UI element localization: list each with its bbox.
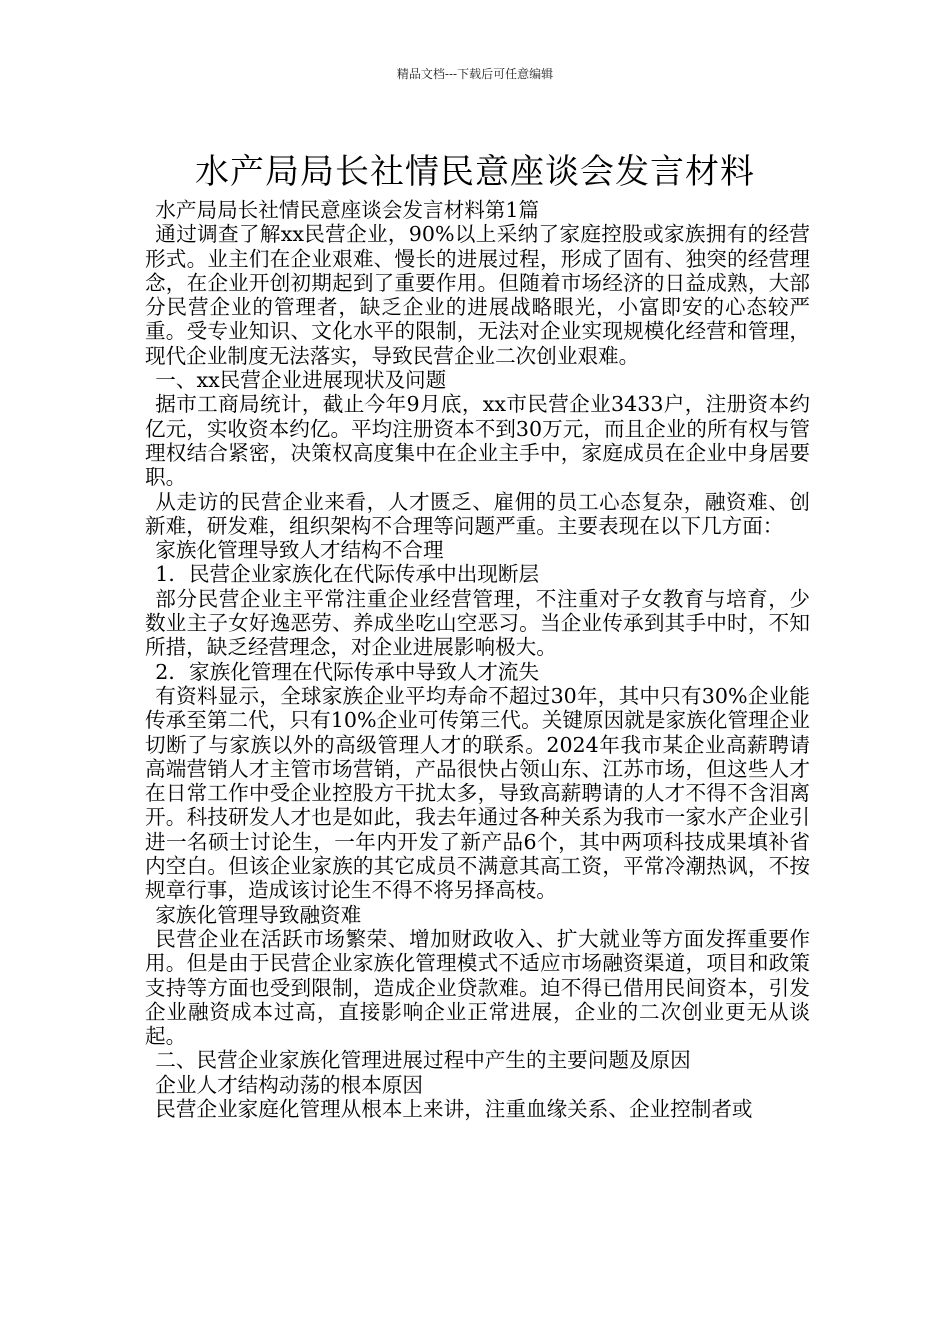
subheading-talent-structure: 家族化管理导致人才结构不合理 — [155, 538, 444, 563]
subheading-financing: 家族化管理导致融资难 — [155, 902, 362, 927]
section-heading-1: 一、xx民营企业进展现状及问题 — [155, 368, 447, 393]
header-note: 精品文档---下载后可任意编辑 — [396, 67, 554, 81]
paragraph-talent-loss: 有资料显示，全球家族企业平均寿命不超过30年，其中只有30%企业能传承至第二代，只有10%企业可传第三代。关键原因就是家族化管理企业切断了与家族以外的高级管理人才的联系。2024年我市某企业高薪聘请高端营销人才主管市场营销，产品很快占领山东、江苏市场，但这些人才在日常工作中受企业控股方干扰太多，导致高薪聘请的人才不得不含泪离开。科技研发人才也是如此，我去年通过各种关系为我市一家水产企业引进一名硕士讨论生，一年内开发了新产品6个，其中两项科技成果填补省内空白。但该企业家族的其它成员不满意其高工资，平常冷潮热讽，不按规章行事，造成该讨论生不得不将另择高枝。 — [145, 683, 810, 903]
paragraph-statistics: 据市工商局统计，截止今年9月底，xx市民营企业3433户，注册资本约亿元，实收资本约亿。平均注册资本不到30万元，而且企业的所有权与管理权结合紧密，决策权高度集中在企业主手中，家庭成员在企业中身居要职。 — [145, 392, 810, 490]
paragraph-root-cause: 民营企业家庭化管理从根本上来讲，注重血缘关系、企业控制者或 — [155, 1096, 753, 1121]
paragraph-intro: 通过调查了解xx民营企业，90%以上采纳了家庭控股或家族拥有的经营形式。业主们在企业艰难、慢长的进展过程，形成了固有、独突的经营理念，在企业开创初期起到了重要作用。但随着市场经济的日益成熟，大部分民营企业的管理者，缺乏企业的进展战略眼光，小富即安的心态较严重。受专业知识、文化水平的限制，无法对企业实现规模化经营和管理，现代企业制度无法落实，导致民营企业二次创业艰难。 — [145, 222, 810, 368]
paragraph-succession: 部分民营企业主平常注重企业经营管理，不注重对子女教育与培育，少数业主子女好逸恶劳、养成坐吃山空恶习。当企业传承到其手中时，不知所措，缺乏经营理念，对企业进展影响极大。 — [145, 586, 810, 660]
document-title: 水产局局长社情民意座谈会发言材料 — [195, 151, 755, 192]
subheading-root-cause: 企业人才结构动荡的根本原因 — [155, 1072, 424, 1097]
paragraph-problems: 从走访的民营企业来看，人才匮乏、雇佣的员工心态复杂，融资难、创新难，研发难，组织架构不合理等问题严重。主要表现在以下几方面： — [145, 489, 810, 538]
numbered-item-2: 2．家族化管理在代际传承中导致人才流失 — [155, 659, 540, 684]
section-heading-2: 二、民营企业家族化管理进展过程中产生的主要问题及原因 — [155, 1048, 691, 1073]
paragraph-financing: 民营企业在活跃市场繁荣、增加财政收入、扩大就业等方面发挥重要作用。但是由于民营企业家族化管理模式不适应市场融资渠道，项目和政策支持等方面也受到限制，造成企业贷款难。迫不得已借用民间资本，引发企业融资成本过高，直接影响企业正常进展，企业的二次创业更无从谈起。 — [145, 926, 810, 1049]
document-body — [145, 198, 810, 1121]
numbered-item-1: 1．民营企业家族化在代际传承中出现断层 — [155, 562, 540, 587]
section-heading-article: 水产局局长社情民意座谈会发言材料第1篇 — [155, 198, 540, 222]
